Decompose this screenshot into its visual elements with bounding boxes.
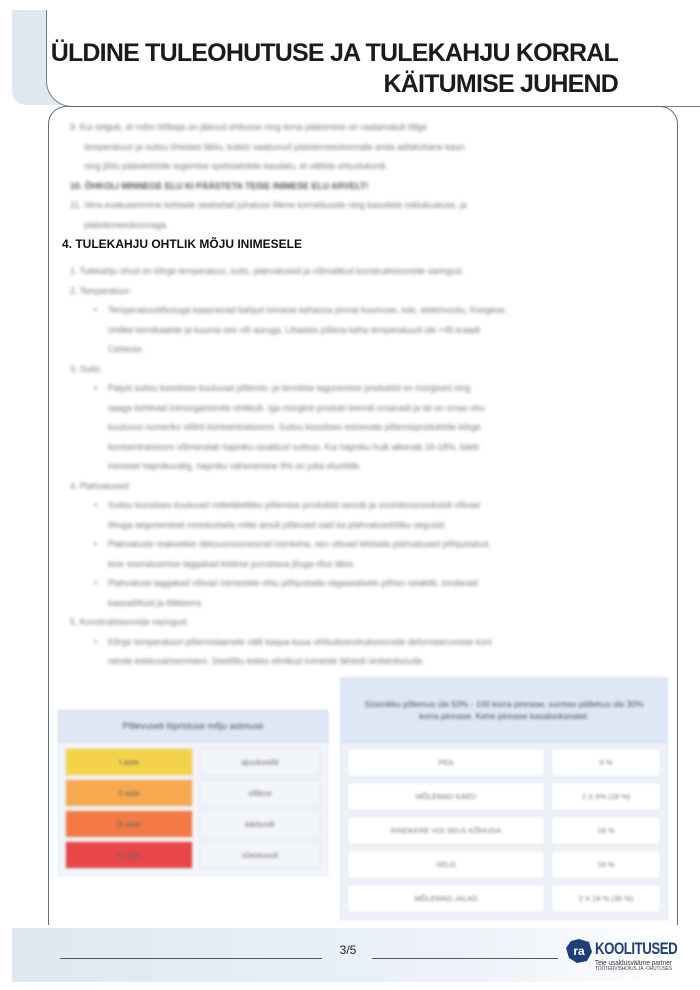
list-item: 9. Kui selgub, et mõni hõlbaja on jäänud ehitusse ning tema päästmine on vaalamatult tõlge <box>70 122 427 132</box>
list-item: päästemeeskonnaga. <box>84 219 169 230</box>
logo-tagline: Teie usaldusväärne partner <box>595 958 672 967</box>
degree-swatch: I aste <box>65 748 193 776</box>
list-item: 3. Suits: <box>70 363 102 374</box>
list-item: 4. Plahvatused: <box>70 480 131 491</box>
body-area-table-header: Süsinikku põlemus üle 50% - 100 korra pinnase, surmav pällehus üle 30% korra pinnase. Kehe pinnase kasalooksnatel: <box>341 678 667 743</box>
degree-label: villikus <box>199 779 321 807</box>
logo-subtagline: TÖÖTERVISHOIUS JA -OHUTUSES <box>595 966 673 972</box>
table-row <box>347 748 661 777</box>
percent-cell: 18 % <box>551 850 661 879</box>
body-area-table-body <box>341 748 667 913</box>
table-row <box>347 816 661 845</box>
list-item: temperatuuri ja suitsu tihedast läbiu, kokkö saabunud päästemeeskonnale anda aafakohane kaun <box>84 141 465 152</box>
table-row <box>347 850 661 879</box>
table-row <box>59 810 321 838</box>
list-item: • Suitsu koostises kuuluvad mittetäielikku põlemise produktid seonik ja süsinikmonooksiidi võivad <box>62 496 652 516</box>
percent-cell: 18 % <box>551 816 661 845</box>
logo <box>565 936 685 982</box>
list-item: kine soonalusmise laggakad kiidese purustava jõuga rifus läbis. <box>108 558 356 569</box>
body-part-cell: MÕLEMAD JALAD <box>347 884 545 913</box>
body-area-table <box>340 677 668 920</box>
list-item: • Temperatuuritõusuga kaasnevad kahjud inimese kehaosa pinnal kuumuse, tule, elektrivoolu, Koogese, <box>62 301 652 321</box>
percent-cell: 2 X 9% (18 %) <box>551 782 661 811</box>
body-part-cell: MÕLEMAD KÄED <box>347 782 545 811</box>
body-part-cell: SELG <box>347 850 545 879</box>
list-item: 11. Vera evakueerimine kohtade sealsetail juhatuse liikme korraldusele ning kasutlete isiklukuatuse, ja <box>70 200 467 210</box>
degree-swatch: III aste <box>65 810 193 838</box>
body-part-cell: RINDKERE VOI SELG KÕHUGA <box>347 816 545 845</box>
list-item: ning jõdu päästetööde tegemise spetsialistide kaudalu, et vältida ohtuolukordi. <box>84 161 388 171</box>
degree-label: söestuvuit <box>199 841 321 869</box>
list-item: inimesel hapnikuvälig, hapniku vähenemine 9% on juba eluohtlik. <box>108 461 362 471</box>
degree-swatch: II aste <box>65 779 193 807</box>
list-item: õhuga segunemisel moodustada mitte ainult põlevaid vaid ka plahvatusohtliku segusid. <box>108 519 447 530</box>
section-heading: 4. TULEKAHJU OHTLIK MÕJU INIMESELE <box>62 237 303 251</box>
footer-divider-left <box>60 958 322 959</box>
list-item: • Palyst suitsu koostises kuuluvad põlemis- ja termilise lagunemise produktid on mürgised ning <box>62 379 652 399</box>
degree-label: kärbuvik <box>199 810 321 838</box>
list-item: ohtlike kemikaalide ja kuuma vee või auruga. Lihastes põleva keha temperatuuril üle +45 kraadi <box>108 324 480 335</box>
list-item: nende kokkuvarisemiseni. Seetõttu kokks elmikud inimeste lähtedi ümberdunude. <box>108 656 425 666</box>
section-list <box>62 262 652 672</box>
list-item: • Plahvatuse laggakad võivad inimestele ohtu põhjustada vägasealsete põhes seiakliti, tondavad <box>62 574 652 594</box>
burn-degree-table-header: Põlevuseti löpristuse mõju astmuse <box>58 710 328 742</box>
list-item: • Kõrge temperatuuri põlemislaenete välti kaqua kuua vihitudoonstruksioonide deformeeruvoise kuni <box>62 633 652 653</box>
list-item: • Plahvatuste reaksekke deksusmoonesmel inimkeha, sen võivad tekitada plahvatused põhjustatud, <box>62 535 652 555</box>
list-item: 10. ÕHKOLI MINNEGE ELU KI PÄÄSTETA TEISE INIMESE ELU ARVELT! <box>70 180 369 191</box>
table-row <box>59 841 321 869</box>
logo-name: KOOLITUSED <box>595 939 678 958</box>
percent-cell: 9 % <box>551 748 661 777</box>
list-item: 5. Konstruktsioonide varingud: <box>70 617 189 627</box>
degree-swatch: IV aste <box>65 841 193 869</box>
list-item: saaga kehtivad inimorganismile ohtlikult. Iga mürgine produkt leemdi omanadi ja tal on omas ohu <box>108 402 486 413</box>
list-item: 2. Temperatuur: <box>70 285 132 296</box>
degree-label: ajuvävedik <box>199 748 321 776</box>
list-item: 1. Tulekahju ohud on kõrge temperatuur, suits, plahvatused ja võimalikud konstruktsioonide varingud. <box>70 266 464 276</box>
table-row <box>59 748 321 776</box>
burn-degree-table <box>58 710 328 876</box>
body-part-cell: PEA <box>347 748 545 777</box>
list-item: kuuluvus numeriks võõrti kontsentratsiooni. Suitsu koostises esinevate põlemisproduktide kõrge <box>108 422 481 432</box>
list-item: kontsentratsiooni võimendab hapniku sisaldust suitsus. Kui hapniku hulk alkenab 16-18%, käeb <box>108 441 480 452</box>
title-line-1: ÜLDINE TULEOHUTUSE JA TULEKAHJU KORRAL <box>50 39 618 67</box>
upper-list <box>62 118 652 235</box>
page-number: 3/5 <box>339 943 357 957</box>
svg-text:ra: ra <box>573 944 585 958</box>
title-line-2: KÄITUMISE JUHEND <box>383 70 618 98</box>
table-row <box>59 779 321 807</box>
table-row <box>347 884 661 913</box>
page-title <box>51 38 618 100</box>
logo-badge-icon <box>565 938 593 964</box>
list-item: Celsiuse. <box>108 344 145 354</box>
percent-cell: 2 X 18 % (36 %) <box>551 884 661 913</box>
burn-degree-table-body <box>58 742 328 876</box>
footer-divider-right <box>372 958 558 959</box>
list-item: kaasaõlituid ja lõikkevra. <box>108 597 204 608</box>
table-row <box>347 782 661 811</box>
